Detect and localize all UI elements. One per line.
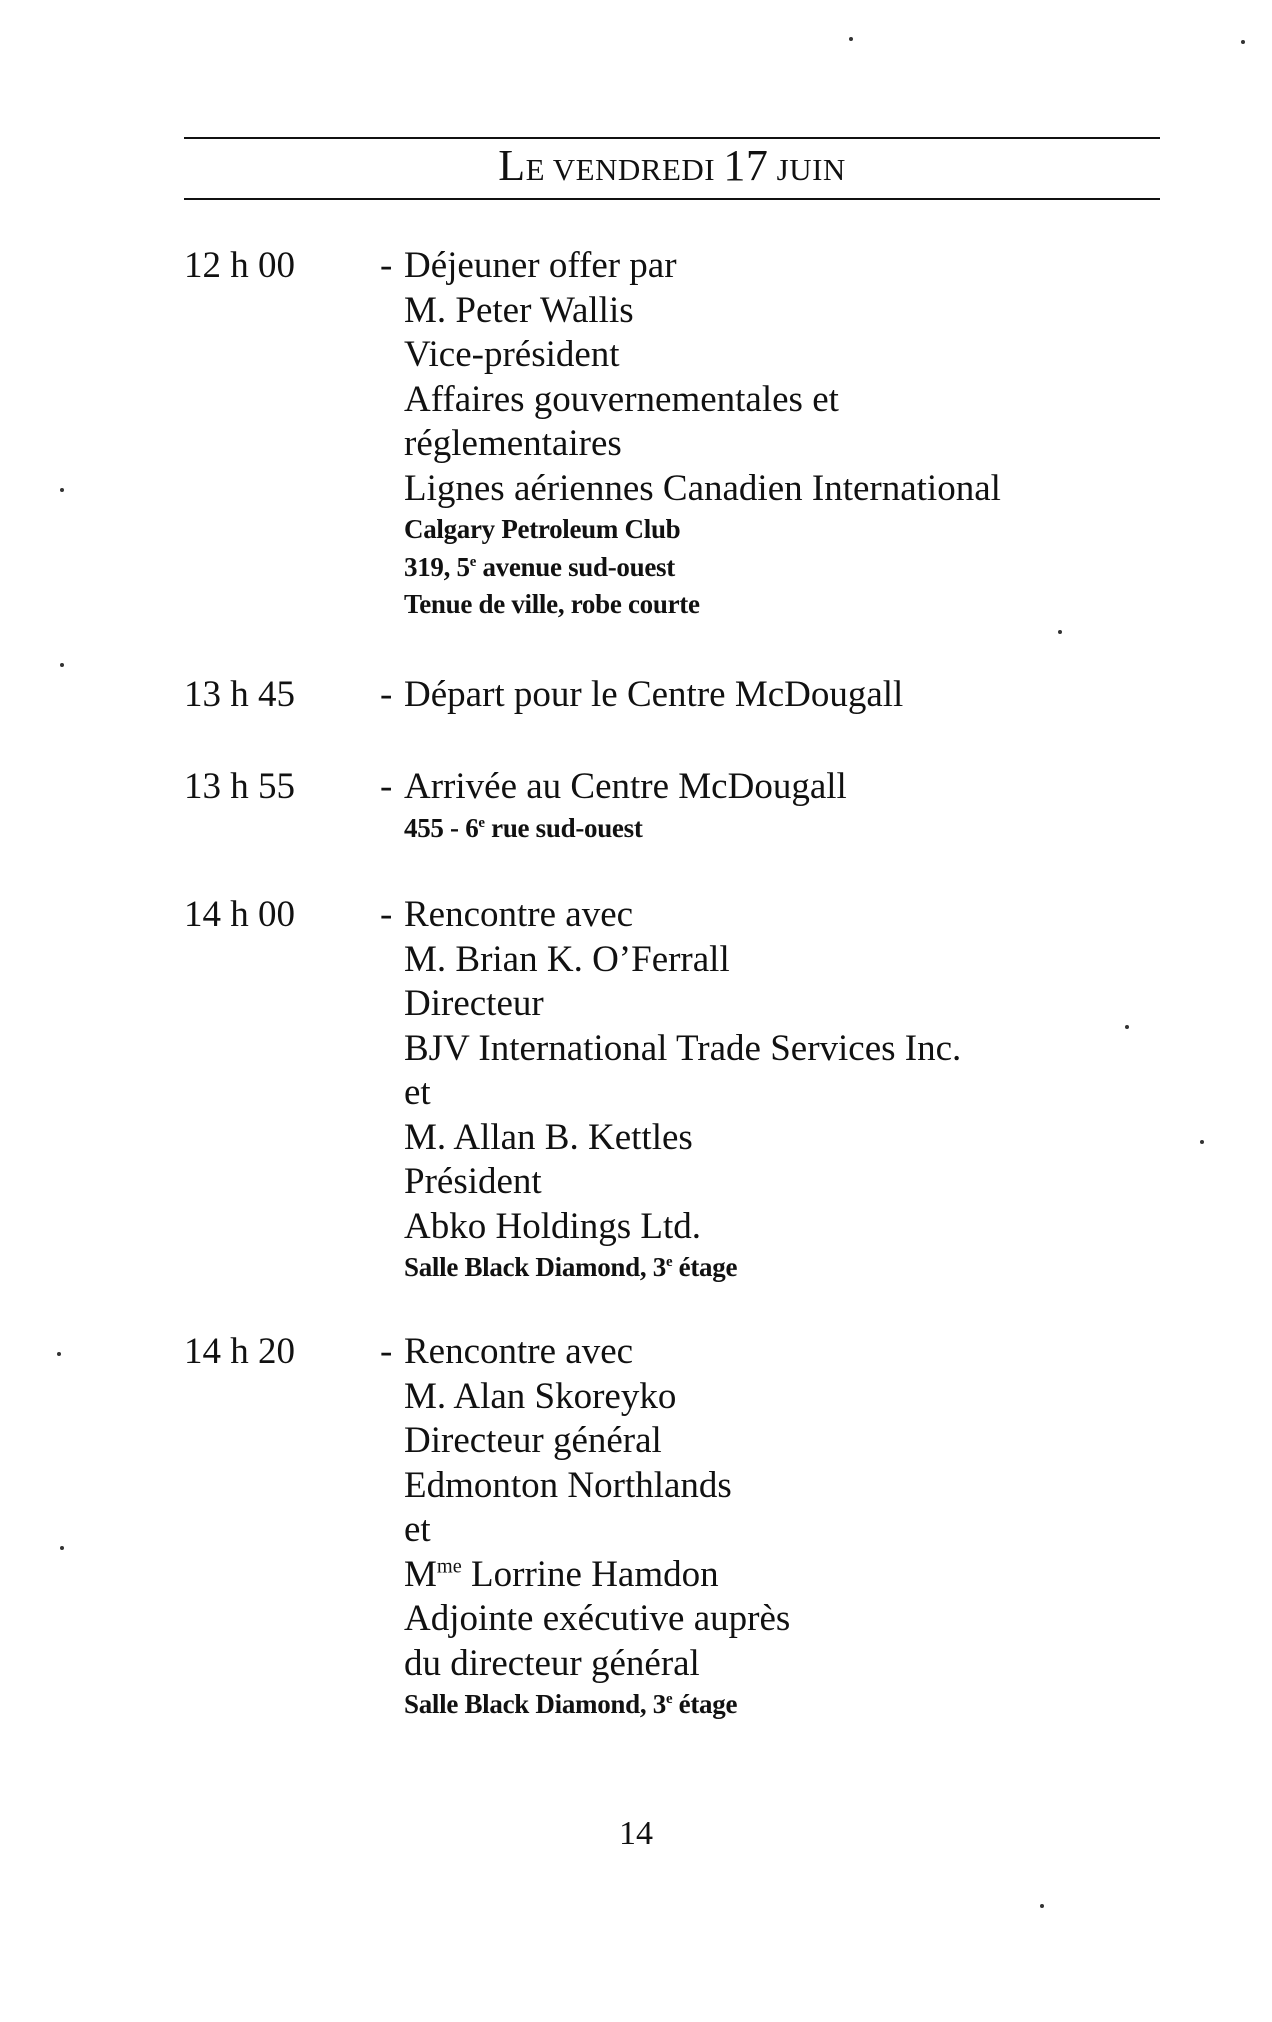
entry-detail: Salle Black Diamond, 3e étage [404,1689,738,1719]
entry-line: Président [404,1161,542,1202]
entry-line: réglementaires [404,423,622,464]
entry-body [380,673,1164,718]
entry-line: Vice-président [404,334,620,375]
entry-heading: - Déjeuner offer par [380,245,677,286]
scan-speck [1058,630,1062,634]
entry-detail: 319, 5e avenue sud-ouest [404,551,675,582]
entry-line: M. Peter Wallis [404,289,634,331]
scan-speck [57,1352,61,1356]
entry-body [380,893,1164,1287]
scan-speck [1040,1904,1044,1908]
header-top-rule [184,137,1160,139]
entry-heading: - Rencontre avec [380,1331,634,1372]
scan-speck [60,1546,64,1550]
entry-line: Lignes aériennes Canadien International [404,467,1001,509]
entry-line: M. Allan B. Kettles [404,1116,693,1158]
entry-body [380,1330,1164,1724]
entry-body [380,244,1164,624]
entry-body [380,765,1164,847]
scan-speck [60,488,64,492]
entry-line: M. Brian K. O’Ferrall [404,938,730,980]
entry-line: Affaires gouvernementales et [404,378,839,420]
entry-line: Directeur général [404,1420,662,1461]
entry-detail: Salle Black Diamond, 3e étage [404,1252,738,1282]
entry-detail: Tenue de ville, robe courte [404,589,700,619]
header-bottom-rule [184,198,1160,200]
entry-line: $M^{me}$ Lorrine Hamdon [404,1553,719,1595]
scan-speck [1125,1025,1129,1029]
entry-line: du directeur général [404,1642,700,1684]
entry-line: Adjointe exécutive auprès [404,1598,791,1639]
entry-line: Abko Holdings Ltd. [404,1205,702,1247]
entry-heading: - Départ pour le Centre McDougall [380,674,904,715]
entry-detail: Calgary Petroleum Club [404,514,681,544]
scan-speck [849,37,853,41]
entry-line: Directeur [404,983,544,1024]
entry-detail: 455 - 6e rue sud-ouest [404,812,643,843]
entry-line: Edmonton Northlands [404,1464,732,1506]
page-title: LE VENDREDI 17 JUIN [498,141,846,190]
entry-time: 13 h 45 [184,674,295,715]
entry-line: et [404,1072,431,1113]
entry-line: M. Alan Skoreyko [404,1375,677,1417]
scan-speck [1200,1140,1204,1144]
page-number: 14 [619,1815,653,1852]
entry-line: BJV International Trade Services Inc. [404,1027,962,1069]
scan-speck [60,663,64,667]
entry-time: 12 h 00 [184,245,295,286]
entry-heading: - Rencontre avec [380,894,634,935]
scan-speck [1241,40,1245,44]
entry-time: 14 h 00 [184,894,295,935]
entry-heading: - Arrivée au Centre McDougall [380,766,847,807]
entry-time: 14 h 20 [184,1331,295,1372]
entry-time: 13 h 55 [184,766,295,807]
entry-line: et [404,1509,431,1550]
